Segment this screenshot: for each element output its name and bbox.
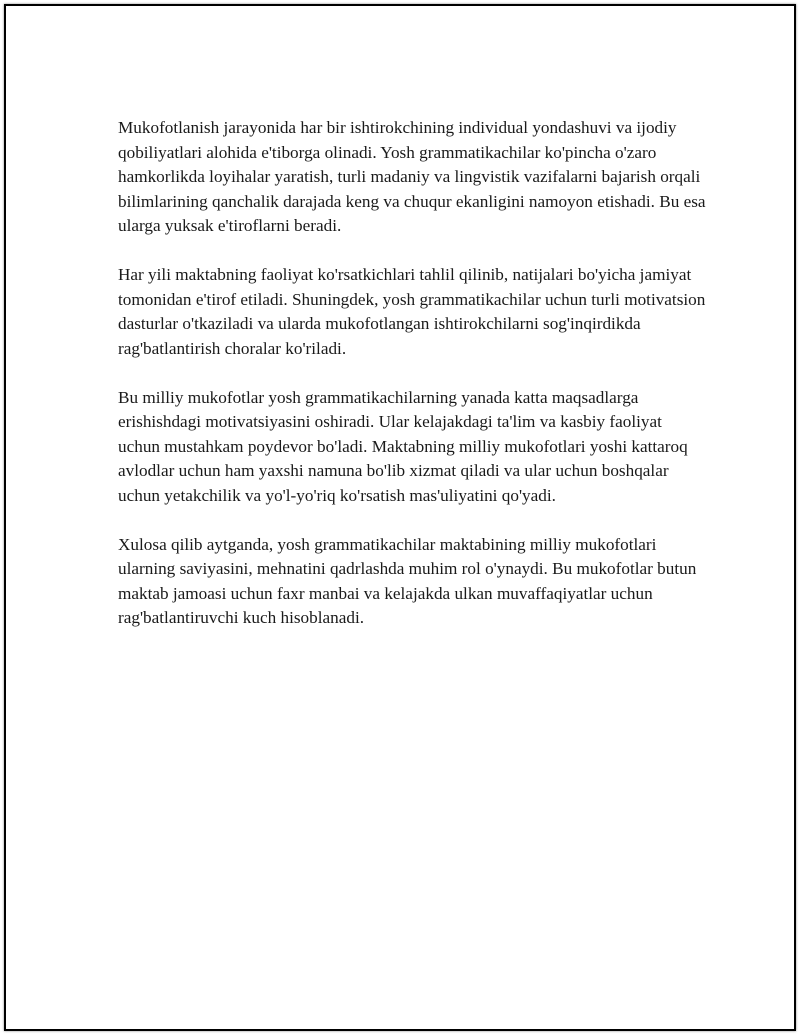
paragraph-1: Mukofotlanish jarayonida har bir ishtirokchining individual yondashuvi va ijodiy qobiliyatlari alohida e'tiborga olinadi. Yosh grammatikachilar ko'pincha o'zaro hamkorlikda loyihalar yaratish, turli madaniy va lingvistik vazifalarni bajarish orqali bilimlarining qanchalik darajada keng va chuqur ekanligini namoyon etishadi. Bu esa ularga yuksak e'tiroflarni beradi.: [118, 118, 706, 235]
document-body: [118, 116, 708, 655]
paragraph-4: Xulosa qilib aytganda, yosh grammatikachilar maktabining milliy mukofotlari ularning saviyasini, mehnatini qadrlashda muhim rol o'ynaydi. Bu mukofotlar butun maktab jamoasi uchun faxr manbai va kelajakda ulkan muvaffaqiyatlar uchun rag'batlantiruvchi kuch hisoblanadi.: [118, 534, 697, 627]
paragraph-2: Har yili maktabning faoliyat ko'rsatkichlari tahlil qilinib, natijalari bo'yicha jamiyat tomonidan e'tirof etiladi. Shuningdek, yosh grammatikachilar uchun turli motivatsion dasturlar o'tkaziladi va ularda mukofotlangan ishtirokchilarni sog'inqirdikda rag'batlantirish choralar ko'riladi.: [118, 265, 706, 358]
paragraph-3: Bu milliy mukofotlar yosh grammatikachilarning yanada katta maqsadlarga erishishdagi motivatsiyasini oshiradi. Ular kelajakdagi ta'lim va kasbiy faoliyat uchun mustahkam poydevor bo'ladi. Maktabning milliy mukofotlari yoshi kattaroq avlodlar uchun ham yaxshi namuna bo'lib xizmat qiladi va ular uchun boshqalar uchun yetakchilik va yo'l-yo'riq ko'rsatish mas'uliyatini qo'yadi.: [118, 387, 688, 505]
